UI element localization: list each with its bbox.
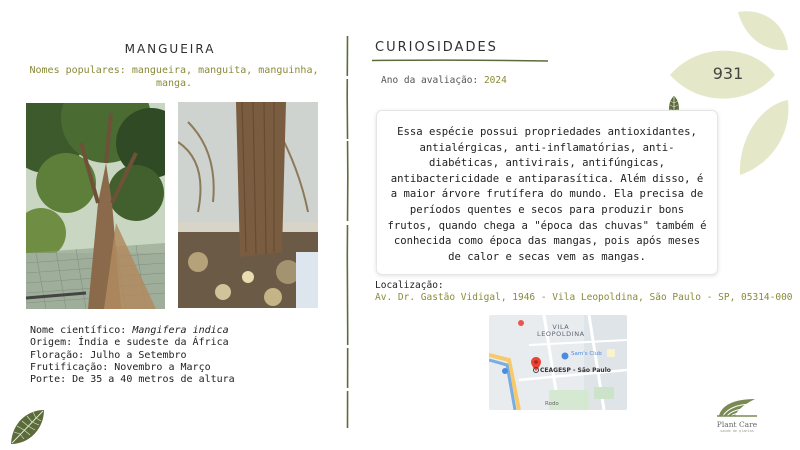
tree-name-title: MANGUEIRA [124, 42, 216, 56]
map-district-label: VILA LEOPOLDINA [537, 323, 585, 338]
scientific-name-value: Mangifera indica [132, 325, 229, 336]
location-map[interactable] [489, 315, 627, 410]
plant-care-brand [700, 396, 774, 433]
evaluation-year-value: 2024 [483, 75, 507, 86]
map-road-label: Rodo [545, 401, 559, 407]
map-poi-store: Sam's Club [571, 351, 602, 357]
tree-canopy-photo [26, 103, 165, 309]
curiosities-title: CURIOSIDADES [375, 40, 498, 55]
origin-row: Origem: Índia e sudeste da África [30, 337, 229, 349]
scientific-name-row: Nome científico: Mangifera indica [30, 325, 229, 336]
map-poi-icon [533, 367, 539, 373]
brand-name: Plant Care [716, 420, 758, 429]
tree-number-badge: 931 [712, 64, 744, 83]
popular-names: Nomes populares: mangueira, manguita, manguinha, manga. [29, 65, 319, 89]
curiosity-card [376, 110, 718, 275]
curiosity-text: Essa espécie possui propriedades antioxidantes, antialérgicas, anti-inflamatórias, anti-diabéticas, antivirais, antifúngicas, antibactericidade e antiparasítica. Além disso, é a maior árvore frutífera do mundo. Ela precisa de períodos quentes e secos para produzir bons frutos, quando chega a "época das chuvas" também é conhecida como época das mangas, pois após meses de calor e secas vem as mangas. [387, 126, 707, 263]
fruiting-row: Frutificação: Novembro a Março [30, 361, 211, 373]
map-poi-main: CEAGESP - São Paulo [533, 367, 611, 374]
flowering-row: Floração: Julho a Setembro [30, 349, 187, 361]
plant-care-logo-icon [715, 396, 759, 418]
location-label: Localização: [375, 280, 444, 291]
size-row: Porte: De 35 a 40 metros de altura [30, 374, 235, 386]
evaluation-year: Ano da avaliação: 2024 [381, 75, 507, 86]
tree-trunk-photo [178, 102, 318, 308]
brand-tagline: saúde de plantas [720, 429, 754, 433]
tree-facts [30, 325, 330, 386]
column-divider [346, 36, 349, 428]
location-address: Av. Dr. Gastão Vidigal, 1946 - Vila Leopoldina, São Paulo - SP, 05314-000 [375, 292, 793, 303]
leaf-icon [8, 408, 48, 446]
title-underline [372, 59, 548, 62]
